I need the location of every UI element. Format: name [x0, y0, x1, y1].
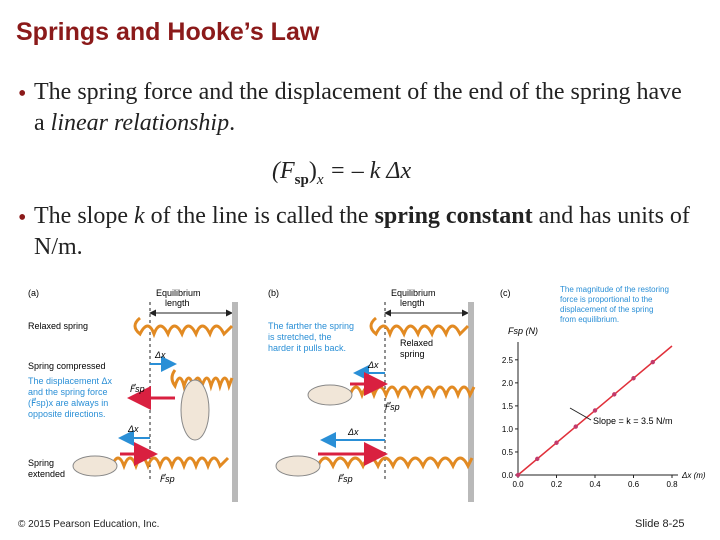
chart-point: [554, 441, 558, 445]
chart-x-tick-label: 0.4: [589, 480, 601, 489]
bullet-2-b: of the line is called the: [144, 203, 375, 229]
bullet-marker: •: [18, 81, 27, 107]
panel-b-label: (b): [268, 288, 279, 298]
hand-icon: [181, 380, 209, 440]
panel-b-wall: [468, 302, 474, 502]
panel-b-note-1: The farther the spring: [268, 321, 355, 331]
panel-b-dx-2: Δx: [348, 427, 359, 437]
chart-point: [593, 408, 597, 412]
panel-a-label: (a): [28, 288, 39, 298]
chart-point: [631, 376, 635, 380]
chart-y-tick-label: 2.5: [501, 355, 513, 365]
panel-b-note-2: is stretched, the: [268, 332, 332, 342]
panel-b-relaxed-1: Relaxed: [400, 338, 434, 348]
panel-b-spring-stretched-1: [350, 387, 474, 395]
chart-y-tick-label: 2.0: [501, 378, 513, 388]
panel-b-spring-stretched-2: [318, 458, 472, 466]
panel-b-fsp-2: F⃗sp: [338, 474, 353, 484]
chart-y-tick-label: 0.0: [501, 471, 513, 480]
eq-lhs-sub2: x: [316, 171, 324, 188]
panel-a-note-1: The displacement Δx: [28, 376, 113, 386]
chart-point: [651, 360, 655, 364]
slope-pointer: [570, 408, 591, 420]
slide-number: Slide 8-25: [635, 518, 685, 530]
bullet-1-italic: linear relationship: [50, 110, 230, 136]
panel-b-fsp-1: F⃗sp: [385, 402, 400, 412]
panel-a-note-3: (F⃗sp)x are always in: [28, 398, 109, 408]
panel-c-label: (c): [500, 288, 511, 298]
panel-b-relaxed-2: spring: [400, 349, 425, 359]
hooke-figure: [0, 280, 720, 530]
bullet-2-bold: spring constant: [374, 203, 533, 229]
bullet-marker-2: •: [18, 205, 27, 231]
panel-c-note-3: displacement of the spring: [560, 305, 654, 314]
chart-y-tick-label: 0.5: [501, 447, 513, 457]
bullet-2-k: k: [133, 203, 145, 229]
bullet-1-end: .: [229, 110, 236, 136]
panel-c-note-4: from equilibrium.: [560, 315, 620, 324]
panel-a-equilibrium: Equilibrium: [156, 288, 201, 298]
panel-b-spring-relaxed: [371, 318, 468, 334]
panel-c-note-2: force is proportional to the: [560, 295, 653, 304]
chart-xlabel: Δx (m): [682, 471, 706, 480]
panel-a-fsp-2: F⃗sp: [160, 474, 175, 484]
hand-pull-icon-2: [308, 385, 352, 405]
bullet-1: [34, 77, 694, 139]
chart-ylabel: Fsp (N): [508, 326, 538, 336]
hand-pull-icon: [73, 456, 117, 476]
panel-a-note-4: opposite directions.: [28, 409, 106, 419]
bullet-1-text: The spring force and the displacement of the end of the spring have a: [34, 79, 682, 136]
chart-y-tick-label: 1.0: [501, 424, 513, 434]
bullet-2: [34, 201, 694, 263]
chart-x-tick-label: 0.6: [627, 480, 640, 489]
eq-lhs-close: ): [308, 158, 317, 184]
panel-a-dx-1: Δx: [155, 350, 166, 360]
eq-lhs-sub: sp: [294, 171, 309, 188]
chart-point: [516, 473, 520, 477]
eq-lhs-open: (F: [272, 158, 295, 184]
panel-b-note-3: harder it pulls back.: [268, 343, 347, 353]
hooke-equation: [272, 158, 411, 189]
chart-x-tick-label: 0.0: [512, 480, 524, 489]
copyright: © 2015 Pearson Education, Inc.: [18, 519, 160, 530]
slide-title: Springs and Hooke’s Law: [16, 18, 320, 46]
panel-a-length: length: [165, 298, 190, 308]
panel-b-equilibrium: Equilibrium: [391, 288, 436, 298]
slope-label: Slope = k = 3.5 N/m: [593, 416, 673, 426]
panel-a-wall: [232, 302, 238, 502]
panel-a-fsp-1: F⃗sp: [130, 384, 145, 394]
panel-b-length: length: [400, 298, 425, 308]
chart-y-tick-label: 1.5: [501, 401, 513, 411]
panel-a-note-2: and the spring force: [28, 387, 108, 397]
panel-a-compressed-label: Spring compressed: [28, 361, 106, 371]
chart-point: [574, 424, 578, 428]
chart-x-tick-label: 0.2: [550, 480, 563, 489]
panel-c-note-1: The magnitude of the restoring: [560, 285, 669, 294]
bullet-2-a: The slope: [34, 203, 134, 229]
panel-a-spring-extended: [112, 458, 228, 466]
hand-pull-icon-3: [276, 456, 320, 476]
panel-a-relaxed-label: Relaxed spring: [28, 321, 89, 331]
chart-x-tick-label: 0.8: [666, 480, 678, 489]
panel-a-dx-2: Δx: [128, 424, 139, 434]
panel-b-dx-1: Δx: [368, 360, 379, 370]
chart-point: [535, 457, 539, 461]
chart-point: [612, 392, 616, 396]
panel-a-extended-2: extended: [28, 469, 66, 479]
eq-rhs: = – k Δx: [323, 158, 412, 184]
panel-a-extended-1: Spring: [28, 458, 55, 468]
bullet-2-c: and has units of N/m.: [34, 203, 690, 260]
